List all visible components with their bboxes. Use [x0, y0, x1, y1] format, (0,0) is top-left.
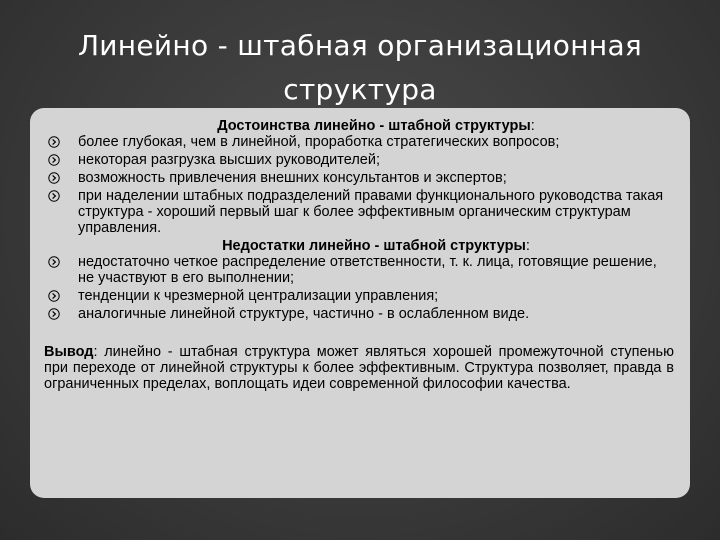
advantages-item-text: возможность привлечения внешних консультантов и экспертов;	[78, 170, 507, 186]
circled-chevron-icon	[48, 308, 60, 320]
disadvantages-item	[44, 288, 674, 304]
circled-chevron-icon	[48, 256, 60, 268]
disadvantages-heading	[78, 238, 674, 254]
advantages-heading	[78, 118, 674, 134]
disadvantages-item	[44, 254, 674, 286]
advantages-heading-text: Достоинства линейно - штабной структуры	[217, 118, 531, 134]
advantages-item-text: некоторая разгрузка высших руководителей;	[78, 152, 381, 168]
advantages-item	[44, 188, 674, 236]
advantages-item	[44, 170, 674, 186]
advantages-item-text: при наделении штабных подразделений правами функционального руководства такая структура - хороший первый шаг к более эффективным органическим структурам управления.	[78, 188, 664, 236]
disadvantages-item-text: недостаточно четкое распределение ответственности, т. к. лица, готовящие решение, не участвуют в его выполнении;	[78, 254, 657, 286]
circled-chevron-icon	[48, 172, 60, 184]
conclusion-text: : линейно - штабная структура может являться хорошей промежуточной ступенью при переходе от линейной структуры к более эффективным. Структура позволяет, правда в ограниченных пределах, воплощать идеи современной философии качества.	[44, 344, 674, 392]
disadvantages-item-text: тенденции к чрезмерной централизации управления;	[78, 288, 439, 304]
circled-chevron-icon	[48, 290, 60, 302]
disadvantages-item-text: аналогичные линейной структуре, частично - в ослабленном виде.	[78, 306, 530, 322]
circled-chevron-icon	[48, 190, 60, 202]
advantages-item	[44, 152, 674, 168]
title-line-2: структура	[283, 73, 437, 106]
disadvantages-heading-text: Недостатки линейно - штабной структуры	[222, 238, 526, 254]
disadvantages-item	[44, 306, 674, 322]
conclusion-label: Вывод	[44, 344, 94, 360]
content-body	[44, 118, 674, 392]
slide-title	[40, 24, 680, 112]
conclusion-paragraph	[44, 344, 674, 392]
disadvantages-heading-colon: :	[525, 238, 530, 254]
advantages-item	[44, 134, 674, 150]
circled-chevron-icon	[48, 136, 60, 148]
advantages-heading-colon: :	[530, 118, 535, 134]
circled-chevron-icon	[48, 154, 60, 166]
disadvantages-list	[44, 254, 674, 322]
title-line-1: Линейно - штабная организационная	[77, 29, 643, 62]
advantages-list	[44, 134, 674, 236]
advantages-item-text: более глубокая, чем в линейной, проработка стратегических вопросов;	[78, 134, 560, 150]
